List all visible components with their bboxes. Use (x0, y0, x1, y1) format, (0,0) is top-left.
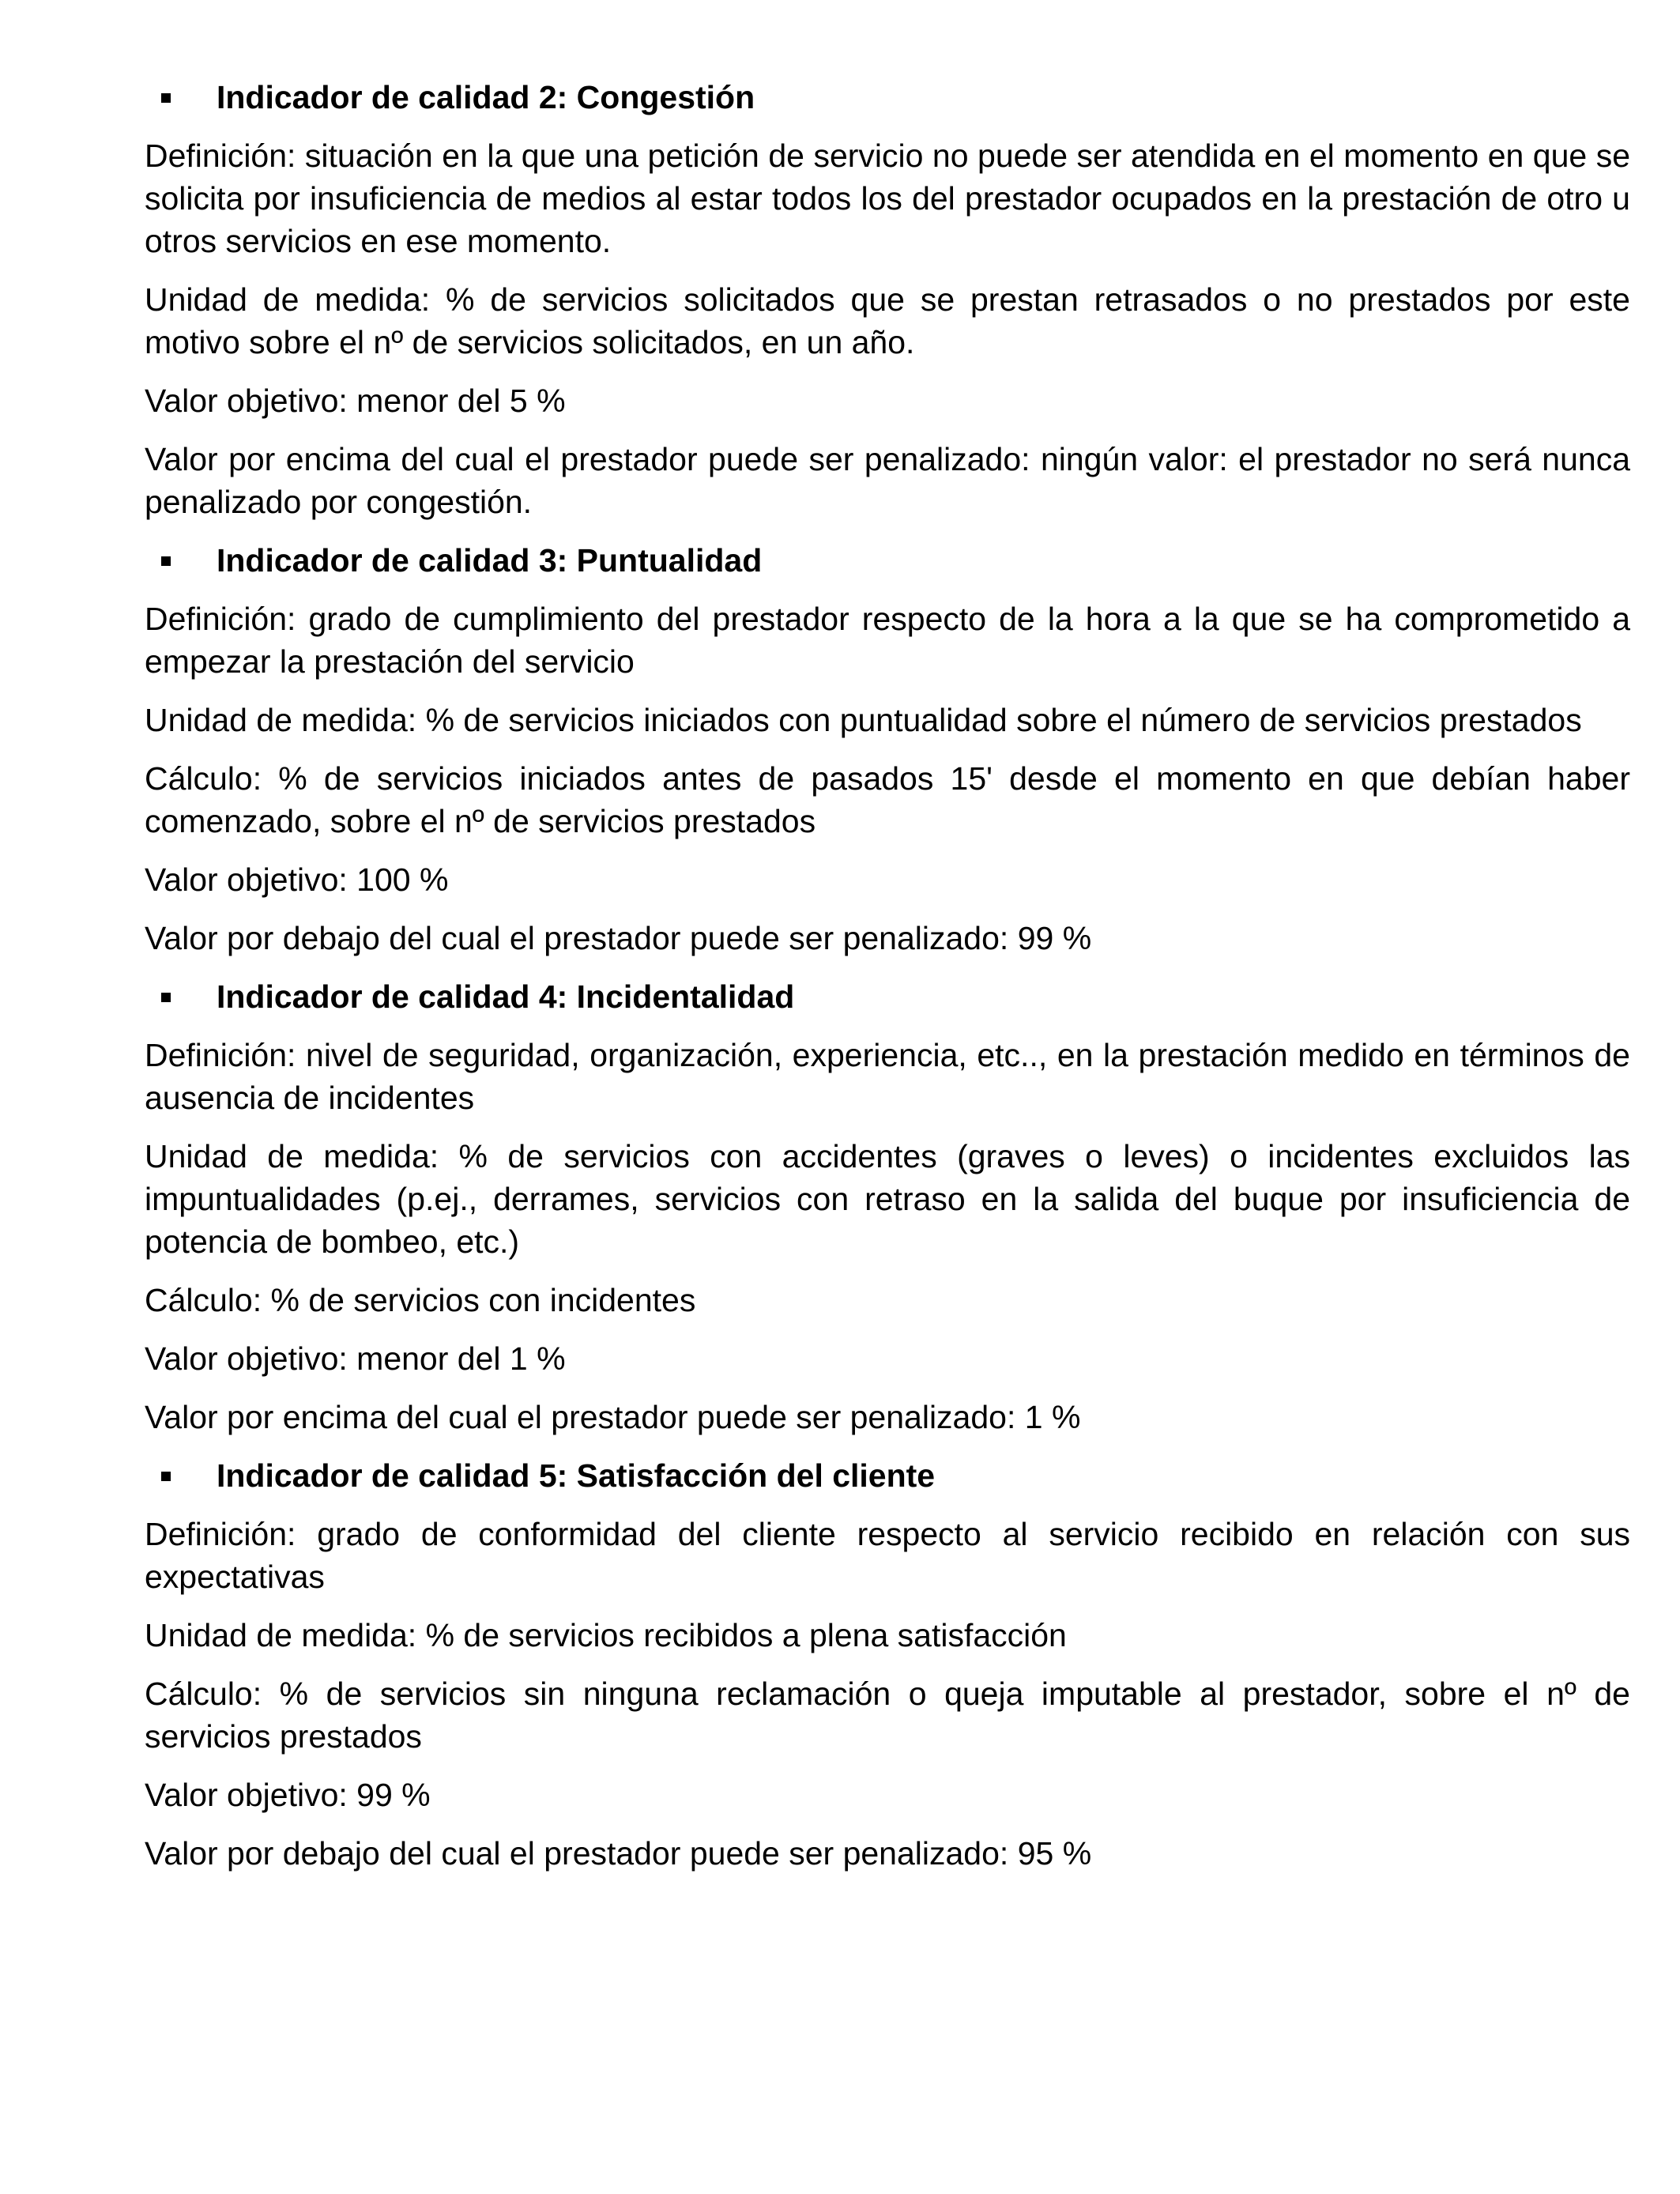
definition-paragraph: Definición: nivel de seguridad, organización, experiencia, etc.., en la prestación medido en términos de ausencia de incidentes (145, 1037, 1630, 1116)
penalty-threshold-paragraph: Valor por debajo del cual el prestador puede ser penalizado: 95 % (145, 1835, 1092, 1872)
square-bullet-icon (161, 556, 171, 566)
section-heading (145, 539, 1630, 582)
document-page (145, 76, 1630, 1891)
penalty-threshold-paragraph: Valor por encima del cual el prestador puede ser penalizado: ningún valor: el prestador no será nunca penalizado por congestión. (145, 441, 1630, 520)
calculation-paragraph: Cálculo: % de servicios iniciados antes de pasados 15' desde el momento en que debían haber comenzado, sobre el nº de servicios prestados (145, 760, 1630, 839)
penalty-threshold-paragraph: Valor por encima del cual el prestador puede ser penalizado: 1 % (145, 1399, 1081, 1435)
unit-paragraph: Unidad de medida: % de servicios iniciados con puntualidad sobre el número de servicios prestados (145, 702, 1582, 738)
calculation-paragraph: Cálculo: % de servicios sin ninguna reclamación o queja imputable al prestador, sobre el nº de servicios prestados (145, 1676, 1630, 1755)
calculation-paragraph: Cálculo: % de servicios con incidentes (145, 1282, 696, 1318)
target-value-paragraph: Valor objetivo: 100 % (145, 861, 449, 898)
definition-paragraph: Definición: grado de conformidad del cliente respecto al servicio recibido en relación con sus expectativas (145, 1516, 1630, 1595)
square-bullet-icon (161, 93, 171, 103)
target-value-paragraph: Valor objetivo: menor del 1 % (145, 1340, 566, 1377)
penalty-threshold-paragraph: Valor por debajo del cual el prestador puede ser penalizado: 99 % (145, 920, 1092, 956)
unit-paragraph: Unidad de medida: % de servicios con accidentes (graves o leves) o incidentes excluidos las impuntualidades (p.ej., derrames, servicios con retraso en la salida del buque por insuficiencia de potencia de bombeo, etc.) (145, 1138, 1630, 1260)
section-heading (145, 76, 1630, 119)
square-bullet-icon (161, 993, 171, 1002)
section-title: Indicador de calidad 5: Satisfacción del cliente (217, 1457, 936, 1494)
section-title: Indicador de calidad 3: Puntualidad (217, 542, 763, 579)
unit-paragraph: Unidad de medida: % de servicios recibidos a plena satisfacción (145, 1617, 1067, 1653)
target-value-paragraph: Valor objetivo: menor del 5 % (145, 383, 566, 419)
section-heading (145, 1454, 1630, 1497)
target-value-paragraph: Valor objetivo: 99 % (145, 1777, 431, 1813)
unit-paragraph: Unidad de medida: % de servicios solicitados que se prestan retrasados o no prestados por este motivo sobre el nº de servicios solicitados, en un año. (145, 281, 1630, 360)
section-title: Indicador de calidad 4: Incidentalidad (217, 978, 795, 1015)
square-bullet-icon (161, 1472, 171, 1481)
section-title: Indicador de calidad 2: Congestión (217, 79, 755, 115)
definition-paragraph: Definición: grado de cumplimiento del prestador respecto de la hora a la que se ha comprometido a empezar la prestación del servicio (145, 601, 1630, 680)
section-heading (145, 975, 1630, 1018)
definition-paragraph: Definición: situación en la que una petición de servicio no puede ser atendida en el momento en que se solicita por insuficiencia de medios al estar todos los del prestador ocupados en la prestación de otro u otros servicios en ese momento. (145, 138, 1630, 259)
